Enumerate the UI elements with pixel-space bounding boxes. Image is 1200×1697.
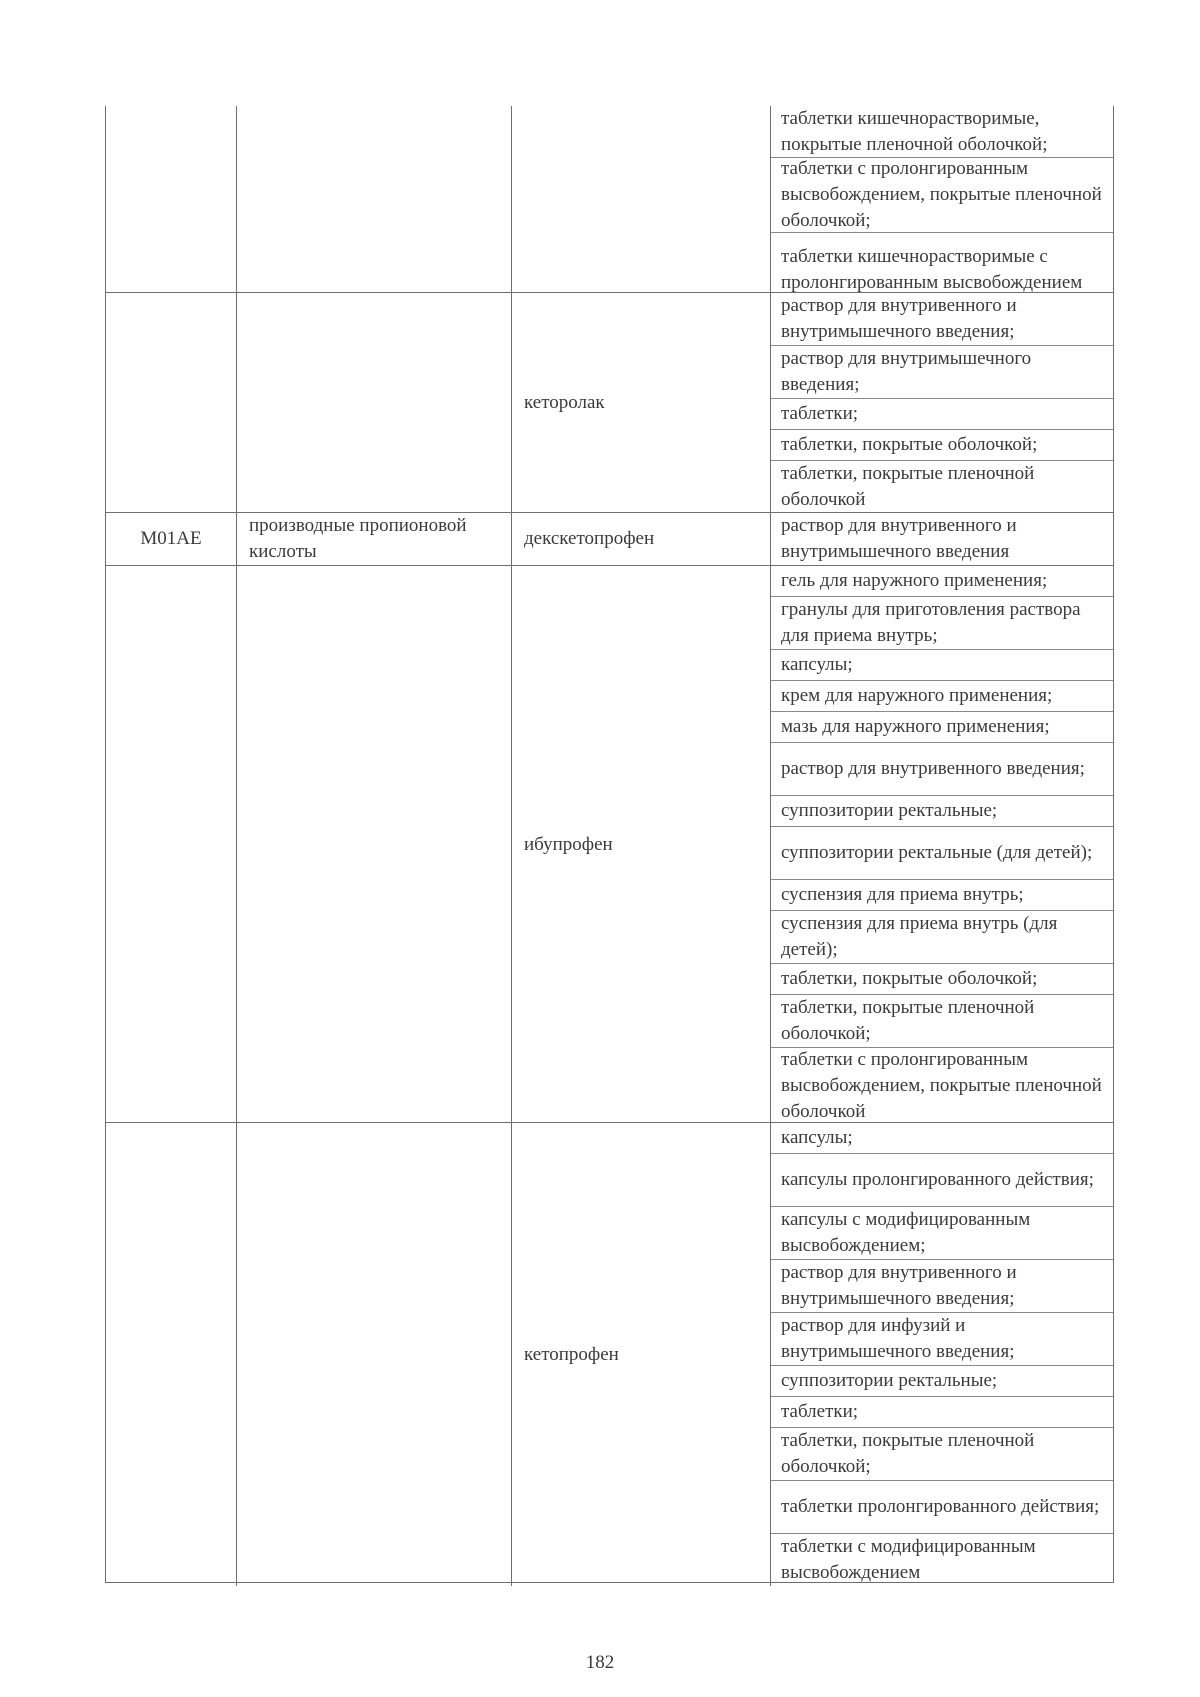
- dosage-form-item: таблетки кишечнорастворимые, покрытые пленочной оболочкой;: [781, 107, 1048, 155]
- table-row-group: [106, 106, 1113, 292]
- dosage-form-item: капсулы пролонгированного действия;: [771, 1153, 1113, 1206]
- dosage-form-item: таблетки с модифицированным высвобождением: [771, 1533, 1113, 1586]
- dosage-form-item: капсулы с модифицированным высвобождением;: [771, 1206, 1113, 1259]
- inn-cell: ибупрофен: [512, 566, 771, 1124]
- dosage-forms-cell: [771, 106, 1113, 307]
- table-row-group: [106, 512, 1113, 565]
- dosage-form-item: таблетки, покрытые оболочкой;: [771, 963, 1113, 994]
- drug-table: [105, 106, 1114, 1583]
- dosage-form-item: мазь для наружного применения;: [771, 711, 1113, 742]
- dosage-form-item: таблетки с пролонгированным высвобождением, покрытые пленочной оболочкой: [771, 1047, 1113, 1124]
- dosage-form-item: суппозитории ректальные;: [771, 1365, 1113, 1396]
- dosage-forms-cell: [771, 566, 1113, 1124]
- dosage-form-item: гель для наружного применения;: [781, 570, 1048, 591]
- inn-cell: [512, 106, 771, 307]
- dosage-form-item: таблетки, покрытые оболочкой;: [771, 429, 1113, 460]
- group-name-cell: производные пропионовой кислоты: [237, 513, 512, 565]
- dosage-form-item: раствор для внутривенного и внутримышечного введения: [781, 515, 1017, 562]
- dosage-form-item: таблетки кишечнорастворимые с пролонгированным высвобождением: [771, 232, 1113, 307]
- dosage-form-item: суппозитории ректальные;: [771, 795, 1113, 826]
- dosage-forms-cell: [771, 293, 1113, 513]
- dosage-form-item: раствор для внутривенного и внутримышечного введения;: [771, 1259, 1113, 1312]
- table-row-group: [106, 292, 1113, 512]
- dosage-form-item: капсулы;: [781, 1127, 853, 1148]
- dosage-form-item: суспензия для приема внутрь (для детей);: [771, 910, 1113, 963]
- dosage-form-item: таблетки, покрытые пленочной оболочкой;: [771, 1427, 1113, 1480]
- dosage-form-item: суппозитории ректальные (для детей);: [771, 826, 1113, 879]
- dosage-form-item: таблетки, покрытые пленочной оболочкой: [771, 460, 1113, 513]
- group-name-cell: [237, 106, 512, 307]
- group-name-cell: [237, 566, 512, 1124]
- dosage-form-item: гранулы для приготовления раствора для приема внутрь;: [771, 596, 1113, 649]
- atc-code-cell: [106, 106, 237, 307]
- inn-cell: декскетопрофен: [512, 513, 771, 565]
- table-row-group: [106, 1122, 1113, 1582]
- page-number: 182: [585, 1652, 615, 1673]
- dosage-form-item: таблетки, покрытые пленочной оболочкой;: [771, 994, 1113, 1047]
- dosage-form-item: таблетки пролонгированного действия;: [771, 1480, 1113, 1533]
- dosage-form-item: таблетки;: [771, 398, 1113, 429]
- dosage-forms-cell: [771, 513, 1113, 565]
- dosage-forms-cell: [771, 1123, 1113, 1586]
- dosage-form-item: таблетки с пролонгированным высвобождением, покрытые пленочной оболочкой;: [771, 157, 1113, 232]
- dosage-form-item: раствор для внутримышечного введения;: [771, 345, 1113, 398]
- group-name-cell: [237, 293, 512, 513]
- dosage-form-item: раствор для внутривенного и внутримышечного введения;: [781, 295, 1017, 342]
- inn-cell: кетопрофен: [512, 1123, 771, 1586]
- dosage-form-item: раствор для инфузий и внутримышечного введения;: [771, 1312, 1113, 1365]
- group-name-cell: [237, 1123, 512, 1586]
- dosage-form-item: крем для наружного применения;: [771, 680, 1113, 711]
- dosage-form-item: раствор для внутривенного введения;: [771, 742, 1113, 795]
- atc-code-cell: M01AE: [106, 513, 237, 565]
- atc-code-cell: [106, 293, 237, 513]
- dosage-form-item: суспензия для приема внутрь;: [771, 879, 1113, 910]
- atc-code-cell: [106, 1123, 237, 1586]
- table-row-group: [106, 565, 1113, 1122]
- dosage-form-item: капсулы;: [771, 649, 1113, 680]
- dosage-form-item: таблетки;: [771, 1396, 1113, 1427]
- inn-cell: кеторолак: [512, 293, 771, 513]
- atc-code-cell: [106, 566, 237, 1124]
